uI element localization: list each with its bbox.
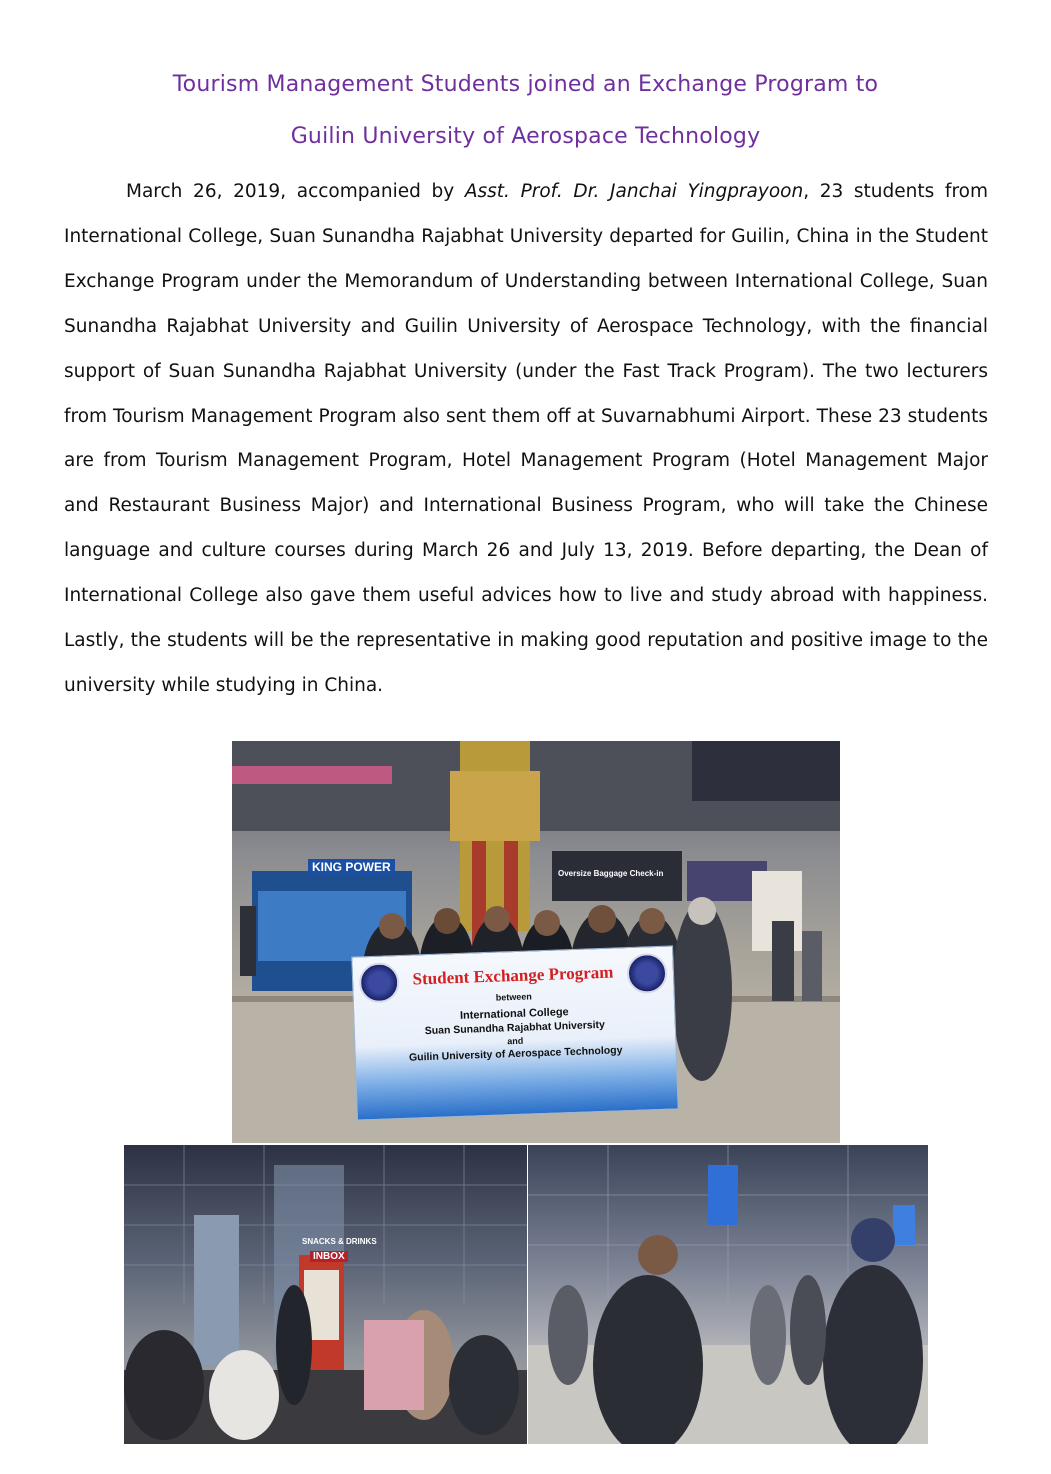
checkin-sign: Oversize Baggage Check-in	[558, 869, 664, 878]
king-power-sign: KING POWER	[308, 859, 395, 875]
students-chat-scene	[528, 1145, 928, 1444]
students-chat-photo	[528, 1145, 928, 1444]
waiting-area-photo	[124, 1145, 527, 1444]
banner-guilin: Guilin University of Aerospace Technology	[408, 1044, 623, 1064]
article-title-line-1: Tourism Management Students joined an Exchange Program to	[172, 72, 879, 97]
banner-university: Suan Sunandha Rajabhat University	[424, 1018, 606, 1038]
inbox-sign: INBOX	[310, 1251, 348, 1262]
snacks-sign: SNACKS & DRINKS	[302, 1237, 377, 1246]
article-body	[64, 170, 988, 709]
article-lead: March 26, 2019, accompanied by	[126, 181, 465, 202]
article-person: Asst. Prof. Dr. Janchai Yingprayoon	[464, 181, 804, 202]
banner-between: between	[495, 991, 532, 1003]
waiting-area-scene	[124, 1145, 527, 1444]
article-title-line-2: Guilin University of Aerospace Technology	[290, 124, 761, 149]
article-rest: , 23 students from International College, Suan Sunandha Rajabhat University departed for Guilin, China in the Student Exchange Program under the Memorandum of Understanding between International College, Suan Sunandha Rajabhat University and Guilin University of Aerospace Technology, with the financial support of Suan Sunandha Rajabhat University (under the Fast Track Program). The two lecturers from Tourism Management Program also sent them off at Suvarnabhumi Airport. These 23 students are from Tourism Management Program, Hotel Management Program (Hotel Management Major and Restaurant Business Major) and International Business Program, who will take the Chinese language and culture courses during March 26 and July 13, 2019. Before departing, the Dean of International College also gave them useful advices how to live and study abroad with happiness. Lastly, the students will be the representative in making good reputation and positive image to the university while studying in China.	[64, 181, 988, 696]
group-photo	[232, 741, 840, 1143]
banner-title: Student Exchange Program	[412, 962, 614, 989]
banner-college: International College	[459, 1006, 569, 1022]
exchange-banner	[351, 945, 679, 1120]
banner-and: and	[507, 1035, 524, 1047]
